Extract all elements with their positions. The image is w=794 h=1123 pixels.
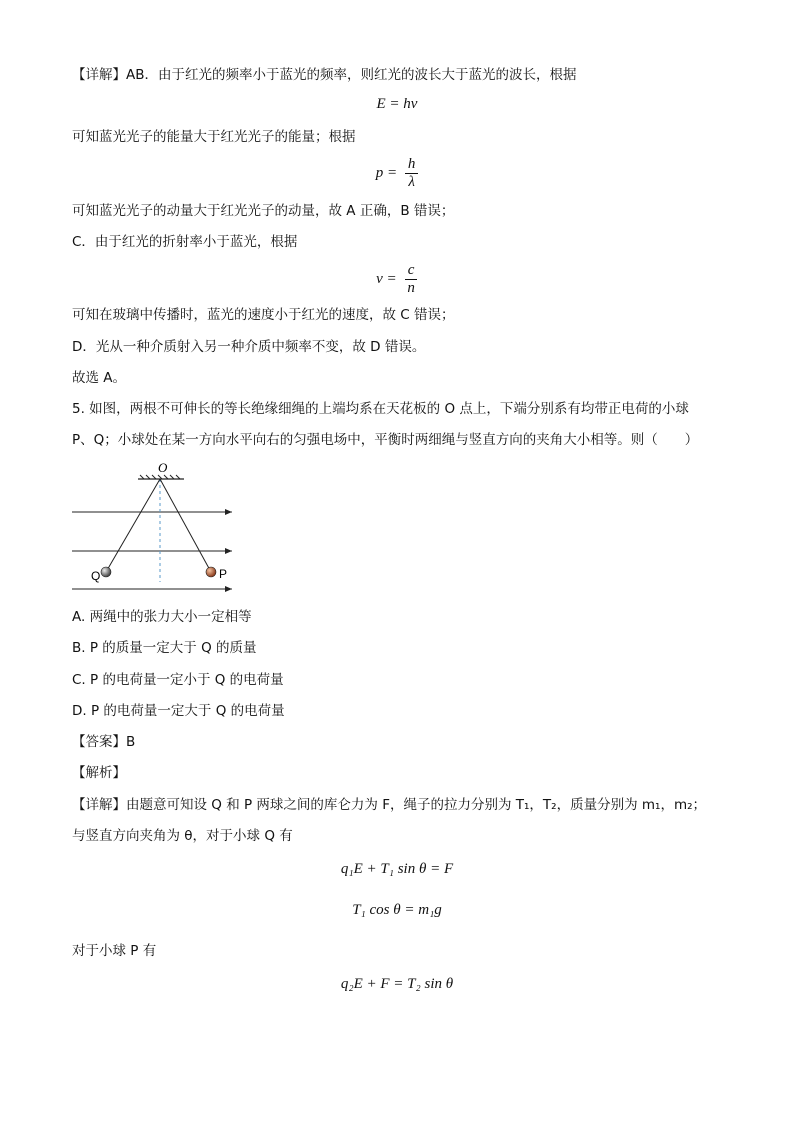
text-line: D．光从一种介质射入另一种介质中频率不变，故 D 错误。 (72, 339, 426, 355)
equation-p-horizontal: q₂E + F = T₂ sin θ (340, 976, 454, 992)
answer-line: 【答案】B (72, 734, 136, 750)
equation-energy: E = hν (376, 96, 418, 112)
text-line: 故选 A。 (72, 370, 127, 386)
fraction (405, 156, 419, 191)
numerator: c (405, 262, 418, 280)
question-stem: 5. 如图，两根不可伸长的等长绝缘细绳的上端均系在天花板的 O 点上，下端分别系有均带正电荷的小球 (72, 401, 689, 417)
ball-p (206, 567, 216, 577)
point-o-label: O (158, 462, 168, 475)
text-line: C．由于红光的折射率小于蓝光，根据 (72, 234, 298, 250)
text-line: 对于小球 P 有 (72, 943, 157, 959)
option-a: A. 两绳中的张力大小一定相等 (72, 609, 252, 625)
question-stem: P、Q；小球处在某一方向水平向右的匀强电场中，平衡时两细绳与竖直方向的夹角大小相等。则（ ） (72, 432, 699, 448)
option-c: C. P 的电荷量一定小于 Q 的电荷量 (72, 672, 284, 688)
fraction (404, 262, 418, 297)
equation-lhs: v = (376, 270, 397, 287)
ball-q (101, 567, 111, 577)
analysis-heading: 【解析】 (72, 765, 126, 781)
denominator: n (407, 280, 415, 296)
equation-q-vertical: T₁ cos θ = m₁g (352, 902, 442, 918)
string-q (106, 479, 160, 572)
numerator: h (405, 156, 419, 174)
equation-lhs: p = (375, 164, 398, 181)
text-line: 可知蓝光光子的动量大于红光光子的动量，故 A 正确，B 错误； (72, 203, 455, 219)
equation-momentum (0, 156, 794, 191)
option-b: B. P 的质量一定大于 Q 的质量 (72, 640, 257, 656)
ceiling-hatch (138, 475, 184, 479)
equation-q-horizontal: q₁E + T₁ sin θ = F (340, 861, 454, 877)
text-line: 可知在玻璃中传播时，蓝光的速度小于红光的速度，故 C 错误； (72, 307, 455, 323)
option-d: D. P 的电荷量一定大于 Q 的电荷量 (72, 703, 285, 719)
equation-velocity (0, 262, 794, 297)
string-p (160, 479, 211, 572)
text-line: 【详解】由题意可知设 Q 和 P 两球之间的库仑力为 F，绳子的拉力分别为 T₁，T₂，质量分别为 m₁，m₂； (72, 797, 707, 813)
text-line: 与竖直方向夹角为 θ，对于小球 Q 有 (72, 828, 293, 844)
ball-q-label: Q (91, 569, 101, 583)
ball-p-label: P (219, 567, 228, 581)
pendulum-diagram (72, 462, 242, 594)
denominator: λ (408, 174, 415, 190)
text-line: 【详解】AB．由于红光的频率小于蓝光的频率，则红光的波长大于蓝光的波长，根据 (72, 67, 577, 83)
text-line: 可知蓝光光子的能量大于红光光子的能量；根据 (72, 129, 356, 145)
